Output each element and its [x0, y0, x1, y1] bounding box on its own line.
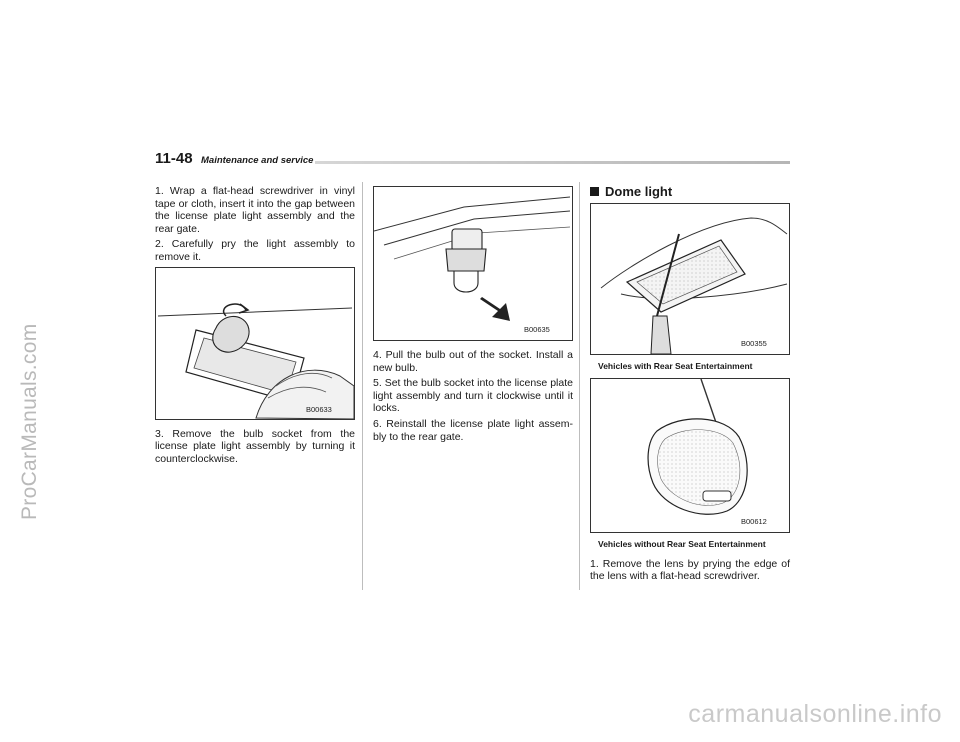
bulb-socket-illustration [374, 187, 572, 340]
heading-text: Dome light [605, 184, 673, 199]
figure-bulb-removal [373, 186, 573, 341]
column-3 [590, 186, 790, 586]
figure-code: B00635 [524, 325, 550, 334]
step-3: 3. Remove the bulb socket from the license plate light assembly by turning it counterclockwise. [155, 427, 355, 465]
header-rule [315, 161, 790, 164]
column-1 [155, 185, 355, 468]
step-2: 2. Carefully pry the light assembly to remove it. [155, 238, 355, 263]
section-title: Maintenance and service [201, 155, 314, 166]
figure-code: B00612 [741, 517, 767, 527]
figure-license-light-removal [155, 267, 355, 420]
page-number: 11-48 [155, 150, 193, 167]
figure-dome-light-no-rse [590, 378, 790, 533]
figure-dome-light-rse [590, 203, 790, 355]
section-heading [590, 186, 790, 199]
figure-caption: Vehicles with Rear Seat Entertainment [598, 360, 753, 371]
column-2 [373, 186, 573, 446]
figure-code: B00633 [306, 404, 332, 414]
figure-caption: Vehicles without Rear Seat Entertainment [598, 539, 766, 550]
step-4: 4. Pull the bulb out of the socket. Install a new bulb. [373, 349, 573, 374]
step-5: 5. Set the bulb socket into the license plate light assembly and turn it clockwise until it locks. [373, 377, 573, 415]
step-1: 1. Remove the lens by prying the edge of the lens with a flat-head screwdriver. [590, 557, 790, 583]
side-watermark: ProCarManuals.com [18, 323, 41, 520]
column-divider-2 [579, 182, 580, 590]
bottom-watermark: carmanualsonline.info [688, 700, 942, 728]
step-6: 6. Reinstall the license plate light assem-bly to the rear gate. [373, 417, 573, 443]
step-1: 1. Wrap a flat-head screwdriver in vinyl tape or cloth, insert it into the gap between the license plate light assembly and the rear gate. [155, 185, 355, 235]
page-header [155, 150, 790, 172]
dome-light-no-rse-illustration [591, 379, 789, 532]
figure-code: B00355 [741, 338, 767, 348]
square-bullet-icon [590, 187, 599, 196]
license-light-illustration [156, 268, 354, 419]
dome-light-rse-illustration [591, 204, 789, 354]
column-divider-1 [362, 182, 363, 590]
